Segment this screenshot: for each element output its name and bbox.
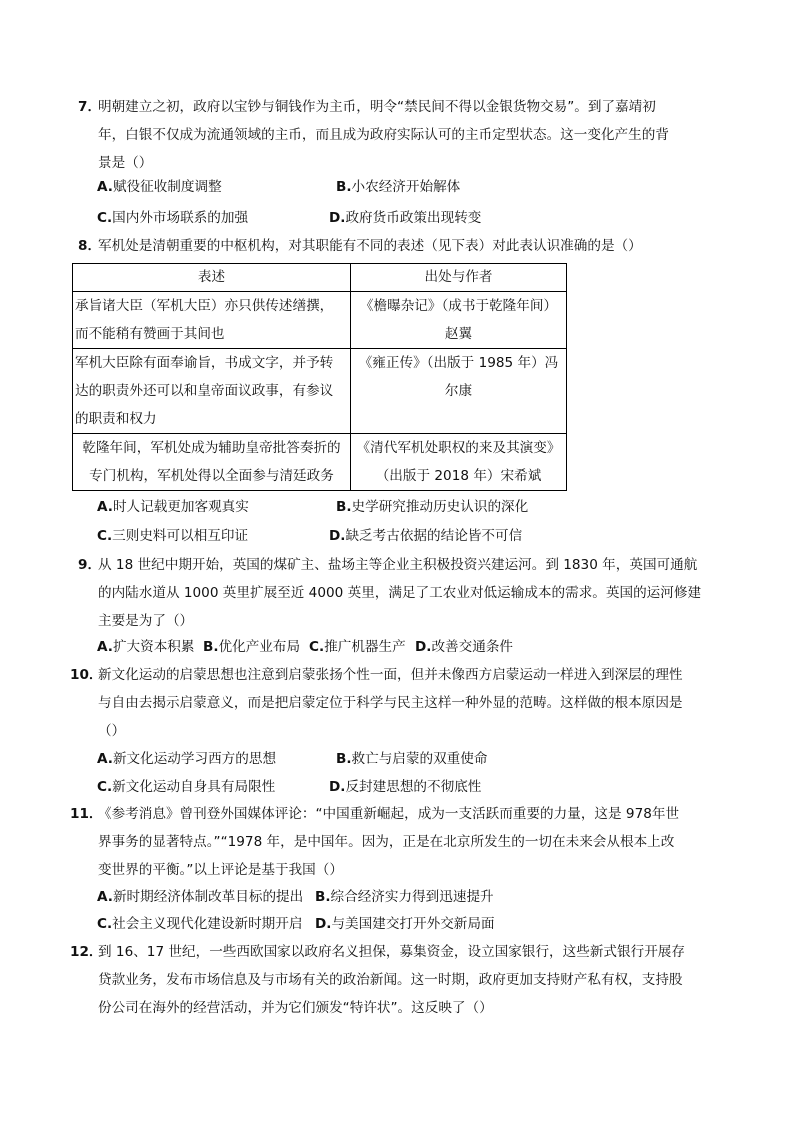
stem-line: 新文化运动的启蒙思想也注意到启蒙张扬个性一面，但并未像西方启蒙运动一样进入到深层的理性 xyxy=(98,667,683,683)
table-header: 出处与作者 xyxy=(351,264,567,292)
stem-line: 界事务的显著特点。”“1978 年，是中国年。因为，正是在北京所发生的一切在未来会从根本上改 xyxy=(98,834,675,850)
question-number: 8． xyxy=(78,238,102,254)
question-stem: 军机处是清朝重要的中枢机构，对其职能有不同的表述（见下表）对此表认识准确的是（） xyxy=(98,238,642,254)
option-c[interactable]: C.新文化运动自身具有局限性 xyxy=(97,779,276,795)
option-b[interactable]: B.综合经济实力得到迅速提升 xyxy=(315,889,494,905)
table-cell-statement: 军机大臣除有面奉谕旨，书成文字，并予转 达的职责外还可以和皇帝面议政事，有参议 的职责和权力 xyxy=(73,349,351,434)
option-b[interactable]: B.救亡与启蒙的双重使命 xyxy=(336,751,488,767)
question-number: 7． xyxy=(78,99,102,115)
table-row xyxy=(73,349,567,434)
option-c[interactable]: C.社会主义现代化建设新时期开启 xyxy=(97,916,303,932)
stem-line: （） xyxy=(98,723,126,739)
question-7 xyxy=(78,93,710,177)
stem-line: 主要是为了（） xyxy=(98,613,194,629)
question-stem xyxy=(98,800,710,884)
option-a[interactable]: A.新时期经济体制改革目标的提出 xyxy=(97,889,304,905)
option-a[interactable]: A.扩大资本积累 xyxy=(97,639,195,655)
option-b[interactable]: B.优化产业布局 xyxy=(203,639,301,655)
question-stem xyxy=(98,938,710,1022)
stem-line: 贷款业务，发布市场信息及与市场有关的政治新闻。这一时期，政府更加支持财产私有权，支持股 xyxy=(98,972,683,988)
option-d[interactable]: D.与美国建交打开外交新局面 xyxy=(315,916,495,932)
table-cell-statement: 承旨诸大臣（军机大臣）亦只供传述缮撰， 而不能稍有赞画于其间也 xyxy=(73,292,351,349)
question-11 xyxy=(70,800,710,884)
junjichu-table xyxy=(72,263,567,491)
option-a[interactable]: A.时人记载更加客观真实 xyxy=(97,499,249,515)
table-cell-source: 《清代军机处职权的来及其演变》 （出版于 2018 年）宋希斌 xyxy=(351,434,567,491)
question-stem xyxy=(98,661,710,745)
stem-line: 到 16、17 世纪，一些西欧国家以政府名义担保，募集资金，设立国家银行，这些新式银行开展存 xyxy=(98,944,685,960)
table-row xyxy=(73,434,567,491)
option-a[interactable]: A.赋役征收制度调整 xyxy=(97,179,222,195)
option-d[interactable]: D.缺乏考古依据的结论皆不可信 xyxy=(329,528,523,544)
table-cell-source: 《檐曝杂记》（成书于乾隆年间） 赵翼 xyxy=(351,292,567,349)
question-number: 9． xyxy=(78,557,102,573)
stem-line: 《参考消息》曾刊登外国媒体评论：“中国重新崛起，成为一支活跃而重要的力量，这是 978年世 xyxy=(98,806,680,822)
stem-line: 的内陆水道从 1000 英里扩展至近 4000 英里，满足了工农业对低运输成本的需求。英国的运河修建 xyxy=(98,585,702,601)
question-stem xyxy=(98,93,710,177)
stem-line: 明朝建立之初，政府以宝钞与铜钱作为主币，明令“禁民间不得以金银货物交易”。到了嘉靖初 xyxy=(98,99,656,115)
question-number: 11． xyxy=(70,806,103,822)
question-stem xyxy=(98,551,710,635)
stem-line: 景是（） xyxy=(98,155,153,171)
question-number: 10． xyxy=(70,667,103,683)
table-row xyxy=(73,292,567,349)
stem-line: 从 18 世纪中期开始，英国的煤矿主、盐场主等企业主积极投资兴建运河。到 1830 年，英国可通航 xyxy=(98,557,698,573)
table-cell-statement: 乾隆年间，军机处成为辅助皇帝批答奏折的 专门机构，军机处得以全面参与清廷政务 xyxy=(73,434,351,491)
option-d[interactable]: D.政府货币政策出现转变 xyxy=(329,210,482,226)
option-c[interactable]: C.国内外市场联系的加强 xyxy=(97,210,249,226)
stem-line: 年，白银不仅成为流通领域的主币，而且成为政府实际认可的主币定型状态。这一变化产生的背 xyxy=(98,127,669,143)
option-c[interactable]: C.推广机器生产 xyxy=(309,639,406,655)
table-header-row xyxy=(73,264,567,292)
option-d[interactable]: D.反封建思想的不彻底性 xyxy=(329,779,482,795)
option-b[interactable]: B.小农经济开始解体 xyxy=(336,179,461,195)
stem-line: 与自由去揭示启蒙意义，而是把启蒙定位于科学与民主这样一种外显的范畴。这样做的根本原因是 xyxy=(98,695,683,711)
question-12 xyxy=(70,938,710,1022)
stem-line: 份公司在海外的经营活动，并为它们颁发“特许状”。这反映了（） xyxy=(98,1000,493,1016)
question-number: 12． xyxy=(70,944,103,960)
option-c[interactable]: C.三则史料可以相互印证 xyxy=(97,528,249,544)
question-9 xyxy=(78,551,710,635)
table-header: 表述 xyxy=(73,264,351,292)
option-b[interactable]: B.史学研究推动历史认识的深化 xyxy=(336,499,529,515)
option-a[interactable]: A.新文化运动学习西方的思想 xyxy=(97,751,277,767)
question-10 xyxy=(70,661,710,745)
option-d[interactable]: D.改善交通条件 xyxy=(415,639,514,655)
stem-line: 变世界的平衡。”以上评论是基于我国（） xyxy=(98,862,343,878)
question-8 xyxy=(78,232,710,260)
table-cell-source: 《雍正传》（出版于 1985 年）冯 尔康 xyxy=(351,349,567,434)
